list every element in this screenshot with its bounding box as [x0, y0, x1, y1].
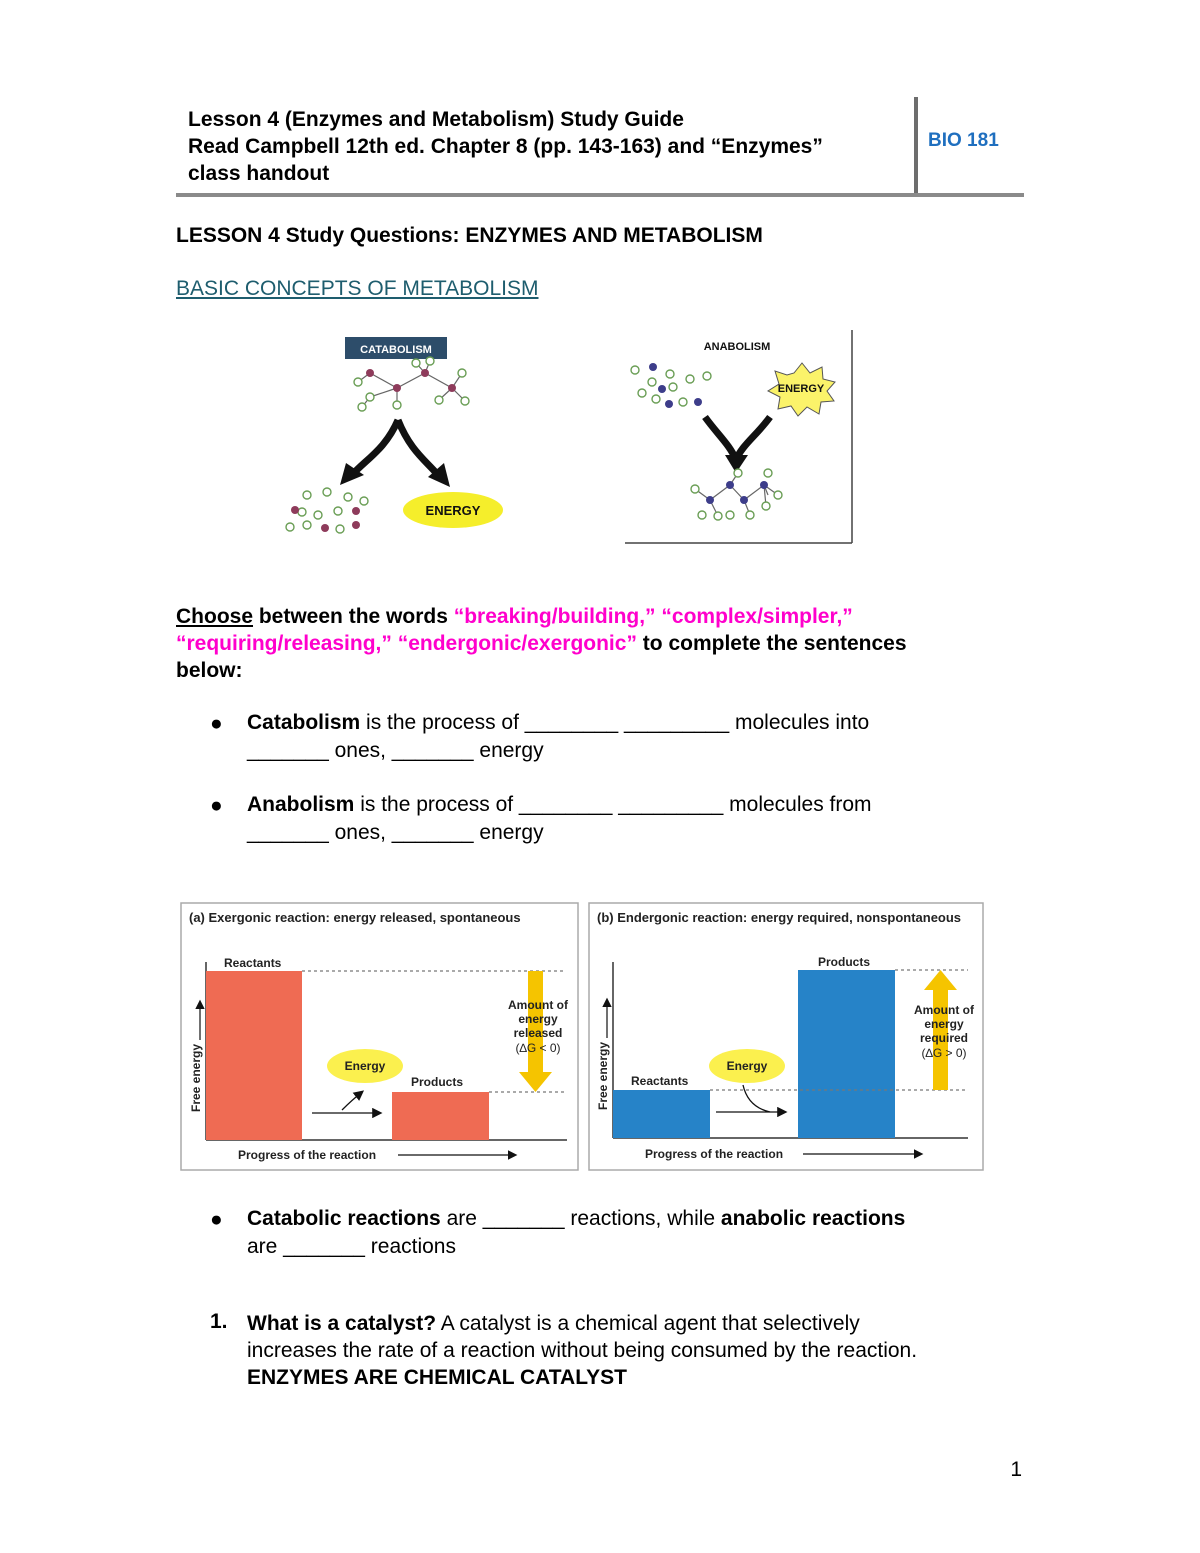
panel-endergonic	[589, 903, 983, 1170]
panel-b-note-1: Amount of	[914, 1003, 974, 1017]
question-1-answer-2: increases the rate of a reaction without being consumed by the reaction.	[247, 1339, 918, 1362]
question-1-text: What is a catalyst?	[247, 1312, 437, 1335]
header-title-line-3: class handout	[188, 162, 330, 185]
bullet-dot: ●	[210, 794, 223, 817]
instructions-words-1: “breaking/building,” “complex/simpler,”	[453, 605, 853, 628]
reactants-bar-endergonic	[613, 1090, 710, 1138]
instructions-choose: Choose	[176, 605, 254, 628]
question-1	[247, 1310, 1007, 1391]
section-heading: BASIC CONCEPTS OF METABOLISM	[176, 277, 539, 300]
panel-a-energy: Energy	[344, 1059, 386, 1073]
anabolism-line-2: _______ ones, _______ energy	[247, 821, 544, 844]
panel-a-note-2: energy	[518, 1012, 558, 1026]
header-divider-horizontal	[176, 193, 1024, 197]
products-bar-endergonic	[798, 970, 895, 1138]
panel-b-reactants: Reactants	[631, 1074, 689, 1088]
anabolism-energy-label: ENERGY	[777, 383, 825, 395]
page-number: 1	[1010, 1458, 1022, 1481]
panel-a-note-3: released	[513, 1026, 563, 1040]
catabolism-energy-label: ENERGY	[425, 503, 481, 518]
panel-a-reactants: Reactants	[224, 956, 282, 970]
reactants-bar-exergonic	[206, 971, 302, 1140]
question-1-answer-1: A catalyst is a chemical agent that selectively	[436, 1312, 860, 1335]
catabolism-line-1: is the process of ________ _________ molecules into	[360, 711, 870, 734]
catabolic-term: Catabolic reactions	[247, 1207, 441, 1230]
lesson-heading: LESSON 4 Study Questions: ENZYMES AND METABOLISM	[176, 224, 763, 247]
panel-exergonic	[181, 903, 578, 1170]
panel-a-ylabel: Free energy	[189, 1043, 203, 1112]
instructions-tail-3: below:	[176, 659, 243, 682]
bullet-dot: ●	[210, 1208, 223, 1231]
instructions-paragraph	[176, 603, 1006, 684]
header-title-line-2: Read Campbell 12th ed. Chapter 8 (pp. 143-163) and “Enzymes”	[188, 135, 823, 158]
anabolism-label: ANABOLISM	[703, 341, 771, 353]
panel-b-xlabel: Progress of the reaction	[645, 1147, 784, 1161]
metabolism-figure	[270, 325, 870, 550]
products-bar-exergonic	[392, 1092, 489, 1140]
anabolism-sentence	[247, 791, 1007, 847]
panel-a-note-4: (∆G < 0)	[515, 1041, 561, 1055]
anabolic-term: anabolic reactions	[720, 1207, 906, 1230]
catabolism-term: Catabolism	[247, 711, 361, 734]
energy-diagram-figure	[180, 902, 986, 1174]
panel-b-title: (b) Endergonic reaction: energy required, nonspontaneous	[597, 910, 962, 925]
panel-a-note-1: Amount of	[508, 998, 568, 1012]
instructions-words-2: “requiring/releasing,” “endergonic/exergonic”	[176, 632, 637, 655]
panel-b-note-2: energy	[924, 1017, 964, 1031]
instructions-between: between the words	[253, 605, 454, 628]
panel-a-xlabel: Progress of the reaction	[238, 1148, 377, 1162]
complex-molecule-catabolism	[358, 361, 465, 407]
panel-b-note-3: required	[919, 1031, 969, 1045]
panel-a-title: (a) Exergonic reaction: energy released, spontaneous	[189, 910, 521, 925]
instructions-tail-2: to complete the sentences	[636, 632, 907, 655]
catabolic-anabolic-sentence	[247, 1205, 1007, 1261]
catabolism-sentence	[247, 709, 1007, 765]
catabolic-mid: are _______ reactions, while	[440, 1207, 721, 1230]
catabolism-line-2: _______ ones, _______ energy	[247, 739, 544, 762]
bullet-dot: ●	[210, 712, 223, 735]
panel-b-ylabel: Free energy	[596, 1041, 610, 1110]
anabolism-term: Anabolism	[247, 793, 355, 816]
panel-b-note-4: (∆G > 0)	[921, 1046, 967, 1060]
course-code: BIO 181	[928, 130, 999, 151]
question-1-number: 1.	[210, 1310, 228, 1333]
header-title-line-1: Lesson 4 (Enzymes and Metabolism) Study Guide	[188, 108, 684, 131]
panel-b-energy: Energy	[726, 1059, 768, 1073]
header-title	[188, 106, 908, 187]
catabolic-line-2: are _______ reactions	[247, 1235, 456, 1258]
header-divider-vertical	[914, 97, 918, 195]
panel-b-products: Products	[818, 955, 871, 969]
panel-a-products: Products	[411, 1075, 464, 1089]
anabolism-line-1: is the process of ________ _________ molecules from	[354, 793, 872, 816]
catabolism-label: CATABOLISM	[360, 344, 432, 356]
question-1-answer-3: ENZYMES ARE CHEMICAL CATALYST	[247, 1366, 627, 1389]
